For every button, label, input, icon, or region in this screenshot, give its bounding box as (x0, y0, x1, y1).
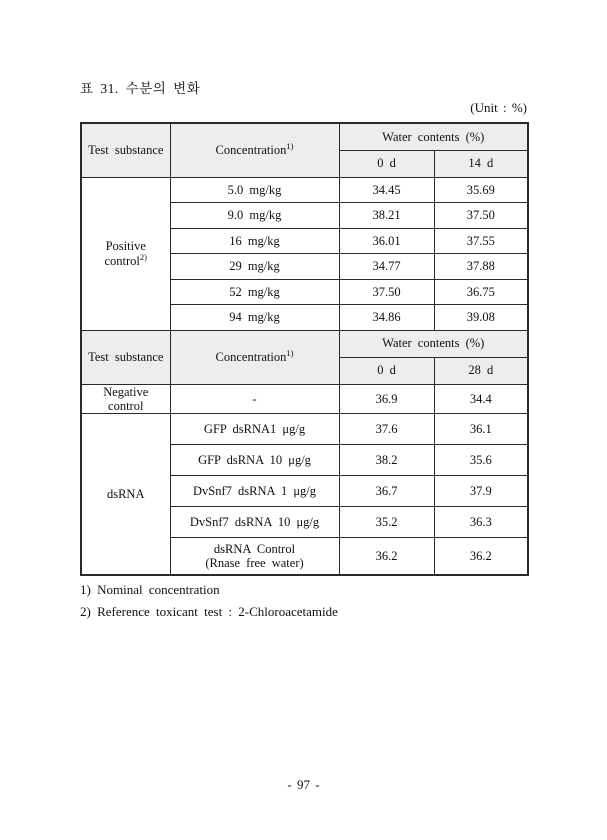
concentration-line1: dsRNA Control (213, 541, 296, 556)
concentration-cell: 9.0 mg/kg (170, 203, 339, 229)
col-header-concentration (170, 330, 339, 384)
value-cell-day0: 34.86 (339, 305, 434, 331)
table-row (81, 414, 528, 445)
value-cell-day-end: 37.50 (434, 203, 528, 229)
section2-header-row-1 (81, 330, 528, 357)
concentration-cell: DvSnf7 dsRNA 1 μg/g (170, 476, 339, 507)
value-cell-day0: 36.2 (339, 538, 434, 575)
value-cell-day-end: 37.88 (434, 254, 528, 280)
footnote-ref-1: 1) (286, 140, 294, 151)
value-cell-day-end: 36.1 (434, 414, 528, 445)
value-cell-day-end: 36.3 (434, 507, 528, 538)
value-cell-day-end: 37.55 (434, 228, 528, 254)
page-number: - 97 - (287, 777, 320, 792)
value-cell-day0: 37.6 (339, 414, 434, 445)
concentration-cell: 52 mg/kg (170, 279, 339, 305)
table-row (81, 177, 528, 203)
footnote-1: 1) Nominal concentration (80, 582, 220, 597)
concentration-cell: DvSnf7 dsRNA 10 μg/g (170, 507, 339, 538)
group-cell-positive-control (81, 177, 170, 330)
table-row (81, 384, 528, 414)
col-header-test-substance: Test substance (81, 330, 170, 384)
col-header-day-0: 0 d (339, 357, 434, 384)
value-cell-day0: 34.77 (339, 254, 434, 280)
value-cell-day0: 34.45 (339, 177, 434, 203)
group-cell-dsrna: dsRNA (81, 414, 170, 575)
concentration-cell: GFP dsRNA1 μg/g (170, 414, 339, 445)
value-cell-day-end: 35.6 (434, 445, 528, 476)
concentration-cell: - (170, 384, 339, 414)
value-cell-day-end: 39.08 (434, 305, 528, 331)
value-cell-day-end: 36.75 (434, 279, 528, 305)
concentration-cell: 94 mg/kg (170, 305, 339, 331)
concentration-cell: 5.0 mg/kg (170, 177, 339, 203)
unit-note: (Unit : %) (470, 100, 527, 115)
col-header-day-14: 14 d (434, 150, 528, 177)
group-label: Positive control (104, 239, 146, 268)
value-cell-day-end: 36.2 (434, 538, 528, 575)
footnote-ref-2: 2) (139, 251, 147, 262)
concentration-cell: 16 mg/kg (170, 228, 339, 254)
col-header-day-0: 0 d (339, 150, 434, 177)
water-contents-table (80, 122, 529, 576)
footnote-2: 2) Reference toxicant test : 2-Chloroacetamide (80, 604, 338, 619)
value-cell-day0: 36.01 (339, 228, 434, 254)
table-title: 표 31. 수분의 변화 (80, 81, 201, 96)
value-cell-day-end: 34.4 (434, 384, 528, 414)
value-cell-day0: 36.7 (339, 476, 434, 507)
col-header-water-contents: Water contents (%) (339, 330, 528, 357)
value-cell-day0: 37.50 (339, 279, 434, 305)
concentration-cell: GFP dsRNA 10 μg/g (170, 445, 339, 476)
concentration-cell: 29 mg/kg (170, 254, 339, 280)
footnote-ref-1: 1) (286, 347, 294, 358)
value-cell-day0: 35.2 (339, 507, 434, 538)
value-cell-day-end: 35.69 (434, 177, 528, 203)
concentration-cell (170, 538, 339, 575)
col-header-concentration-label: Concentration (215, 143, 287, 158)
value-cell-day0: 38.2 (339, 445, 434, 476)
col-header-water-contents: Water contents (%) (339, 123, 528, 150)
value-cell-day0: 38.21 (339, 203, 434, 229)
value-cell-day0: 36.9 (339, 384, 434, 414)
group-cell-negative-control: Negative control (81, 384, 170, 414)
col-header-concentration-label: Concentration (215, 349, 287, 364)
section1-header-row-1 (81, 123, 528, 150)
value-cell-day-end: 37.9 (434, 476, 528, 507)
col-header-day-28: 28 d (434, 357, 528, 384)
concentration-line2: (Rnase free water) (205, 556, 304, 570)
col-header-concentration (170, 123, 339, 177)
col-header-test-substance: Test substance (81, 123, 170, 177)
